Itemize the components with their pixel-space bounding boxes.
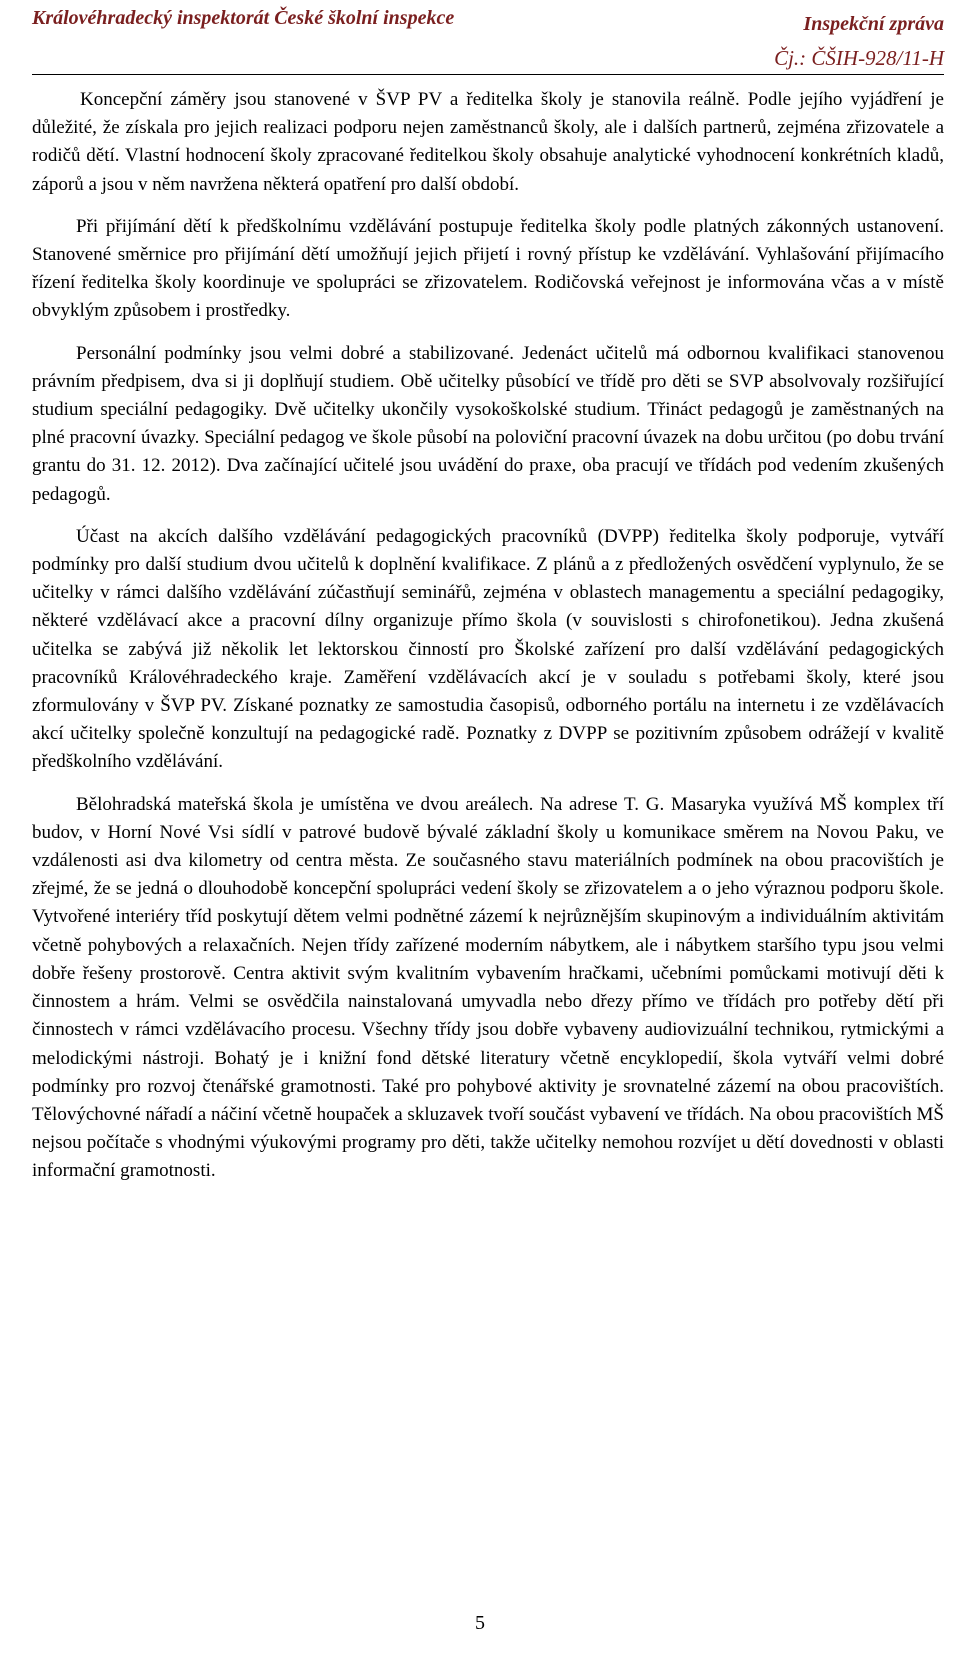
paragraph-facilities: Bělohradská mateřská škola je umístěna ve dvou areálech. Na adrese T. G. Masaryka využívá MŠ komplex tří budov, v Horní Nové Vsi sídlí v patrové budově bývalé základní školy u komunikace směrem na Novou Paku, ve vzdálenosti asi dva kilometry od centra města. Ze současného stavu materiálních podmínek na obou pracovištích je zřejmé, že se jedná o dlouhodobě koncepční spolupráci vedení školy se zřizovatelem a o jeho výraznou podporu škole. Vytvořené interiéry tříd poskytují dětem velmi podnětné zázemí k nejrůznějším skupinovým a individuálním aktivitám včetně pohybových a relaxačních. Nejen třídy zařízené moderním nábytkem, ale i nábytkem staršího typu jsou velmi dobře řešeny prostorově. Centra aktivit svým kvalitním vybavením hračkami, učebními pomůckami motivují děti k činnostem a hrám. Velmi se osvědčila nainstalovaná umyvadla nebo dřezy přímo ve třídách pro potřeby dětí při činnostech v rámci vzdělávacího procesu. Všechny třídy jsou dobře vybaveny audiovizuální technikou, rytmickými a melodickými nástroji. Bohatý je i knižní fond dětské literatury včetně encyklopedií, škola vytváří velmi dobré podmínky pro rozvoj čtenářské gramotnosti. Také pro pohybové aktivity je srovnatelné zázemí na obou pracovištích. Tělovýchovné nářadí a náčiní včetně houpaček a skluzavek tvoří součást vybavení ve třídách. Na obou pracovištích MŠ nejsou počítače s vhodnými výukovými programy pro děti, takže učitelky nemohou rozvíjet u dětí dovednosti v oblasti informační gramotnosti. bbox=[32, 793, 944, 1182]
report-info bbox=[774, 7, 944, 75]
paragraph-concept: Koncepční záměry jsou stanovené v ŠVP PV a ředitelka školy je stanovila reálně. Podle jejího vyjádření je důležité, že získala pro jejich realizaci podporu nejen zaměstnanců školy, ale i dalších partnerů, zejména zřizovatele a rodičů dětí. Vlastní hodnocení školy zpracované ředitelkou školy obsahuje analytické vyhodnocení konkrétních kladů, záporů a jsou v něm navržena některá opatření pro další období. bbox=[32, 89, 944, 195]
document-body bbox=[32, 86, 944, 1186]
reference-number: Čj.: ČŠIH-928/11-H bbox=[774, 46, 944, 70]
paragraph-admission: Při přijímání dětí k předškolnímu vzdělávání postupuje ředitelka školy podle platných zákonných ustanovení. Stanovené směrnice pro přijímání dětí umožňují jejich přijetí i rovný přístup ke vzdělávání. Vyhlašování přijímacího řízení ředitelka školy koordinuje ve spolupráci se zřizovatelem. Rodičovská veřejnost je informována včas a v místě obvyklým způsobem i prostředky. bbox=[32, 215, 944, 322]
inspectorate-title: Královéhradecký inspektorát České školní inspekce bbox=[32, 7, 455, 29]
page-number: 5 bbox=[475, 1612, 485, 1634]
page-header bbox=[32, 4, 944, 75]
paragraph-personnel: Personální podmínky jsou velmi dobré a stabilizované. Jedenáct učitelů má odbornou kvalifikaci stanovenou právním předpisem, dva si ji doplňují studiem. Obě učitelky působící ve třídě pro děti se SVP absolvovaly rozšiřující studium speciální pedagogiky. Dvě učitelky ukončily vysokoškolské studium. Třináct pedagogů je zaměstnaných na plné pracovní úvazky. Speciální pedagog ve škole působí na poloviční pracovní úvazek na dobu určitou (po dobu trvání grantu do 31. 12. 2012). Dva začínající učitelé jsou uvádění do praxe, oba pracují ve třídách pod vedením zkušených pedagogů. bbox=[32, 342, 944, 505]
report-type: Inspekční zpráva bbox=[803, 13, 944, 35]
paragraph-training: Účast na akcích dalšího vzdělávání pedagogických pracovníků (DVPP) ředitelka školy podporuje, vytváří podmínky pro další studium dvou učitelů k doplnění kvalifikace. Z plánů a z předložených osvědčení vyplynulo, že se učitelky v rámci dalšího vzdělávání zúčastňují seminářů, zejména v oblastech managementu a speciální pedagogiky, některé vzdělávací akce a pracovní dílny organizuje přímo škola (v souvislosti s chirofonetikou). Jedna zkušená učitelka se zabývá již několik let lektorskou činností pro Školské zařízení pro další vzdělávání pedagogických pracovníků Královéhradeckého kraje. Zaměření vzdělávacích akcí je v souladu s potřebami školy, které jsou zformulovány v ŠVP PV. Získané poznatky ze samostudia časopisů, odborného portálu na internetu i ze vzdělávacích akcí učitelky společně konzultují na pedagogické radě. Poznatky z DVPP se pozitivním způsobem odrážejí v kvalitě předškolního vzdělávání. bbox=[32, 525, 944, 773]
